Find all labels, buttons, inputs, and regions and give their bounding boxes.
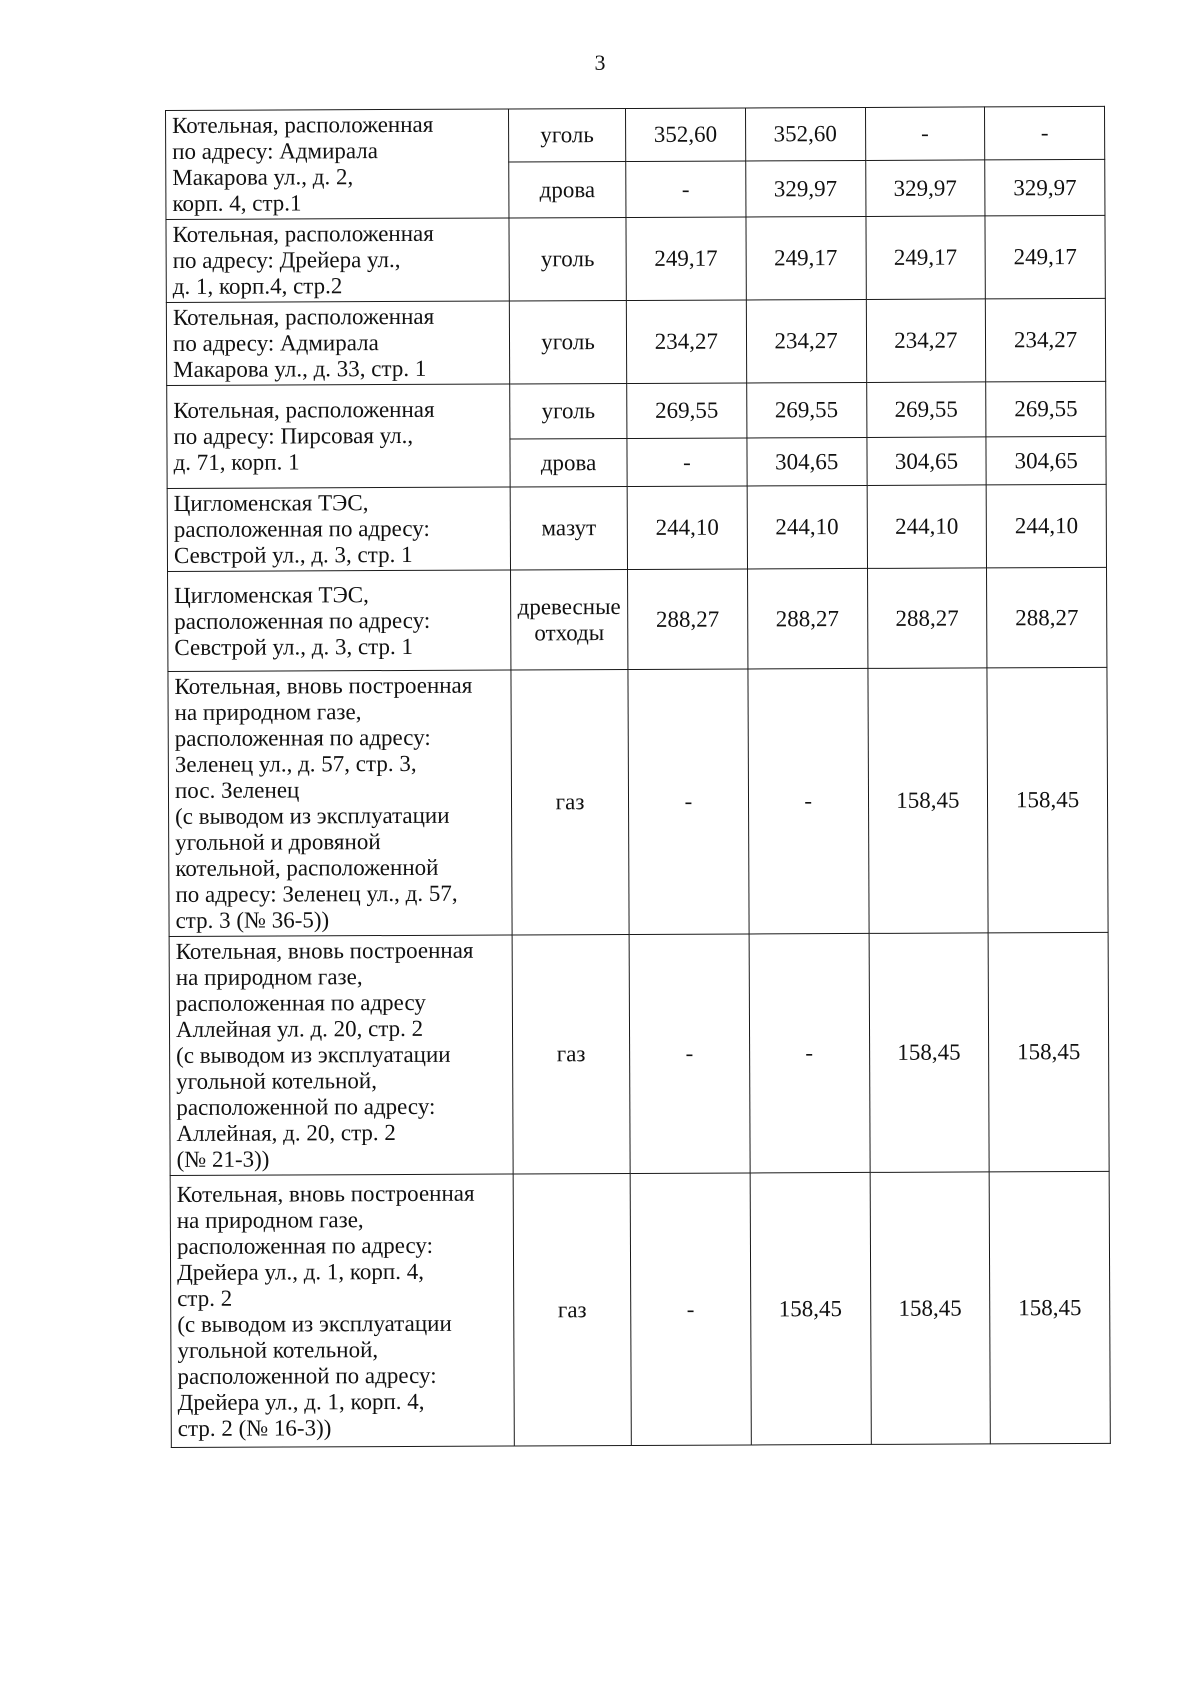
address-line: на природном газе, (175, 964, 363, 990)
address-line: стр. 2 (№ 16-3)) (177, 1414, 332, 1441)
address-line: по адресу: Адмирала (172, 330, 379, 356)
tariff-value-cell: 249,17 (865, 216, 985, 300)
address-line: по адресу: Зеленец ул., д. 57, (175, 880, 458, 907)
address-line: (№ 21-3)) (176, 1146, 270, 1172)
address-line: расположенная по адресу (175, 989, 426, 1016)
address-line: расположенной по адресу: (177, 1362, 437, 1389)
address-line: Котельная, расположенная (173, 396, 435, 423)
tariff-table-body (166, 106, 1111, 1447)
address-line: Котельная, расположенная (172, 220, 434, 247)
address-line: по адресу: Пирсовая ул., (173, 422, 414, 449)
fuel-type-cell: дрова (509, 162, 626, 218)
address-line: угольной котельной, (176, 1068, 377, 1094)
table-row (168, 567, 1107, 671)
address-line: расположенная по адресу: (173, 515, 430, 542)
fuel-type-cell: газ (512, 934, 630, 1174)
address-line: Котельная, расположенная (172, 111, 434, 138)
address-line: на природном газе, (176, 1206, 364, 1233)
address-line: на природном газе, (174, 699, 362, 725)
tariff-value-cell: 352,60 (745, 107, 865, 161)
address-cell (166, 218, 509, 302)
address-line: Макарова ул., д. 2, (172, 164, 354, 190)
tariff-value-cell: 269,55 (866, 382, 986, 438)
address-line: корп. 4, стр.1 (172, 190, 302, 216)
tariff-value-cell: 352,60 (625, 108, 745, 162)
address-line: котельной, расположенной (175, 854, 439, 881)
address-line: угольной и дровяной (175, 829, 381, 855)
address-line: Котельная, вновь построенная (174, 672, 473, 699)
table-row (166, 215, 1105, 302)
address-line: Дрейера ул., д. 1, корп. 4, (177, 1388, 425, 1415)
fuel-type-cell: газ (511, 669, 629, 935)
tariff-value-cell: 329,97 (745, 161, 865, 217)
tariff-value-cell: - (627, 438, 747, 487)
address-line: расположенная по адресу: (176, 1232, 434, 1259)
tariff-value-cell: 269,55 (986, 381, 1106, 437)
tariff-value-cell: 288,27 (747, 568, 867, 669)
address-line: Цигломенская ТЭС, (173, 490, 369, 516)
tariff-value-cell: 158,45 (750, 1172, 871, 1445)
tariff-value-cell: - (985, 106, 1105, 160)
tariff-value-cell: 288,27 (628, 569, 748, 670)
address-line: расположенная по адресу: (174, 724, 431, 751)
tariff-value-cell: 244,10 (627, 486, 747, 570)
address-line: Котельная, вновь построенная (175, 937, 474, 964)
table-row (166, 298, 1105, 385)
address-cell (167, 384, 510, 488)
fuel-type-cell: уголь (510, 383, 627, 439)
address-line: Цигломенская ТЭС, (174, 581, 369, 608)
address-cell (169, 935, 513, 1175)
table-row (168, 667, 1108, 936)
address-line: по адресу: Адмирала (172, 138, 378, 164)
fuel-type-cell: уголь (509, 300, 626, 384)
tariff-value-cell: 244,10 (747, 485, 867, 569)
address-line: Котельная, вновь построенная (176, 1180, 475, 1207)
tariff-value-cell: 158,45 (870, 1172, 991, 1445)
address-line: д. 1, корп.4, стр.2 (172, 273, 343, 299)
fuel-type-cell: газ (513, 1173, 631, 1446)
table-row (169, 932, 1109, 1175)
address-cell (166, 301, 509, 385)
tariff-value-cell: - (626, 161, 746, 217)
address-line: пос. Зеленец (174, 777, 300, 803)
table-row (170, 1171, 1110, 1447)
address-line: д. 71, корп. 1 (173, 449, 300, 475)
address-line: Аллейная ул. д. 20, стр. 2 (175, 1015, 424, 1042)
tariff-value-cell: 234,27 (746, 299, 866, 383)
tariff-value-cell: 269,55 (627, 383, 747, 439)
tariff-value-cell: 288,27 (867, 568, 987, 669)
address-line: стр. 2 (177, 1285, 233, 1311)
page-number: 3 (594, 50, 606, 75)
address-line: угольной котельной, (177, 1336, 379, 1363)
tariff-value-cell: 158,45 (988, 932, 1109, 1172)
tariff-value-cell: - (748, 668, 869, 934)
address-cell (167, 487, 510, 571)
address-cell (168, 570, 511, 671)
tariff-value-cell: 234,27 (626, 300, 746, 384)
address-line: расположенная по адресу: (174, 607, 431, 634)
tariff-value-cell: - (630, 1173, 751, 1446)
fuel-type-cell: уголь (509, 217, 626, 301)
address-line: Севстрой ул., д. 3, стр. 1 (174, 633, 414, 660)
fuel-type-cell: уголь (508, 108, 625, 162)
address-line: (с выводом из эксплуатации (177, 1310, 452, 1337)
address-line: Аллейная, д. 20, стр. 2 (176, 1120, 396, 1146)
tariff-value-cell: - (865, 107, 985, 161)
tariff-value-cell: 158,45 (869, 933, 990, 1173)
address-line: (с выводом из эксплуатации (175, 802, 450, 829)
table-row (167, 484, 1106, 571)
tariff-value-cell: 304,65 (986, 436, 1106, 485)
fuel-type-cell: дрова (510, 438, 627, 487)
address-line: Зеленец ул., д. 57, стр. 3, (174, 750, 417, 777)
address-line: Севстрой ул., д. 3, стр. 1 (173, 541, 413, 568)
address-cell (170, 1174, 514, 1447)
tariff-value-cell: 244,10 (867, 485, 987, 569)
tariff-value-cell: - (629, 934, 750, 1174)
tariff-value-cell: 329,97 (865, 160, 985, 216)
tariff-value-cell: - (628, 669, 749, 935)
tariff-value-cell: 249,17 (985, 215, 1105, 299)
tariff-value-cell: 288,27 (987, 567, 1107, 668)
address-line: Макарова ул., д. 33, стр. 1 (173, 355, 427, 382)
tariff-value-cell: 329,97 (985, 160, 1105, 216)
tariff-value-cell: 158,45 (987, 667, 1108, 933)
tariff-value-cell: 249,17 (626, 217, 746, 301)
tariff-value-cell: 304,65 (747, 437, 867, 486)
tariff-value-cell: 304,65 (866, 437, 986, 486)
fuel-type-cell: мазут (510, 486, 627, 570)
address-line: расположенной по адресу: (176, 1093, 436, 1120)
address-line: Дрейера ул., д. 1, корп. 4, (177, 1258, 424, 1285)
tariff-value-cell: 234,27 (986, 298, 1106, 382)
table-row (166, 106, 1105, 164)
tariff-table (165, 106, 1111, 1448)
address-cell (166, 109, 509, 219)
tariff-value-cell: 234,27 (866, 299, 986, 383)
tariff-value-cell: 244,10 (986, 484, 1106, 568)
fuel-type-cell: древесные отходы (511, 569, 628, 670)
tariff-value-cell: 158,45 (867, 668, 988, 934)
address-line: (с выводом из эксплуатации (176, 1041, 451, 1068)
address-line: по адресу: Дрейера ул., (172, 246, 401, 273)
tariff-value-cell: 249,17 (746, 216, 866, 300)
address-cell (168, 670, 512, 936)
address-line: стр. 3 (№ 36-5)) (175, 907, 330, 933)
tariff-value-cell: 269,55 (746, 382, 866, 438)
tariff-value-cell: 158,45 (989, 1171, 1110, 1444)
tariff-value-cell: - (749, 933, 870, 1173)
table-row (167, 381, 1106, 440)
address-line: Котельная, расположенная (172, 303, 435, 330)
